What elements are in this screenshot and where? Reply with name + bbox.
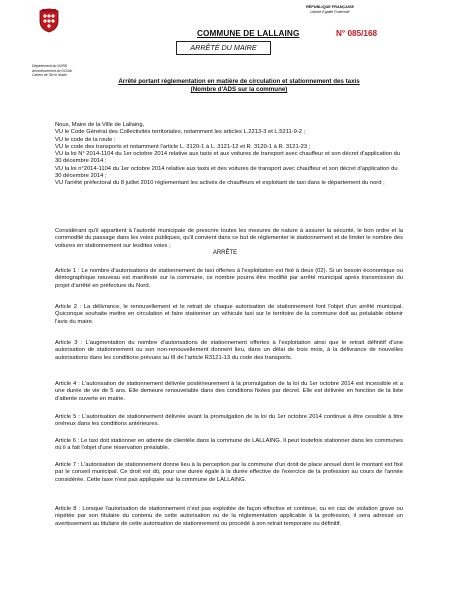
- dept-line: Arrondissement de DOUAI: [32, 68, 73, 73]
- visa-line: VU le code de la route ;: [55, 136, 116, 143]
- visa-line: VU la loi n°2014-1104 du 1er octobre 2014 relative aux taxis et des voitures de transport avec chauffeur et son décret d'application du 30 décembre 2014 ;: [55, 165, 398, 180]
- arrete-number: N° 085/168: [336, 29, 378, 38]
- article-8: Article 8 : Lorsque l'autorisation de stationnement n'est pas exploitée de façon effective et continue, ou en cas de violation grave ou répétée par son titulaire du contenu de cette autorisation ou de la réglementation applicable à la profession, il sera adressé un avertissement au titulaire de cette autorisation de stationnement ou procédé à son retrait temporaire ou définitif.: [55, 506, 403, 527]
- article-3: Article 3 : L'augmentation du nombre d'autorisations de stationnement offertes à l'exploitation ainsi que le retrait définitif d'une autorisation de stationnement ou son non-renouvellement donnent lieu, dans un délai de trois mois, à la délivrance de nouvelles autorisations dans les conditions prévues au III de l'article R3121-13 du code des transports.: [55, 340, 403, 361]
- visa-line: VU le code des transports et notamment l'article L. 3120-1 à L. 3121-12 et R. 3120-1 à R. 3121-23 ;: [55, 143, 311, 150]
- doc-type-box: ARRÊTÉ DU MAIRE: [176, 41, 271, 55]
- republic-header: [275, 5, 385, 15]
- considerant-paragraph: Considérant qu'il appartient à l'autorité municipale de prescrire toutes les mesures de nature à assurer la sécurité, le bon ordre et la commodité du passage dans les voies publiques, qu'il convient dans ce but de réglementer le stationnement et de limiter le nombre des voitures en stationnement sur lesdites voies ;: [55, 228, 403, 249]
- visa-line: Nous, Maire de la Ville de Lallaing,: [55, 122, 145, 128]
- objet-title: [104, 78, 374, 94]
- article-4: Article 4 : L'autorisation de stationnement délivrée postérieurement à la promulgation de la loi du 1er octobre 2014 est incessible et a une durée de vie de 5 ans. Elle demeure renouvelable dans des conditions fixées par décret. Elle est délivrée en fonction de la liste d'attente ouverte en mairie.: [55, 381, 403, 402]
- commune-name: COMMUNE DE LALLAING: [197, 29, 300, 38]
- objet-line: (Nombre d'ADS sur la commune): [190, 86, 288, 93]
- visa-line: VU le Code Général des Collectivités territoriales, notamment les articles L.2213-3 et L.5211-9-2 ;: [55, 129, 306, 136]
- article-5: Article 5 : L'autorisation de stationnement délivrée avant la promulgation de la loi du 1er octobre 2014 continue à être cessible à titre onéreux dans les conditions antérieures.: [55, 414, 403, 428]
- motto: Liberté Egalité Fraternité: [310, 10, 350, 14]
- coat-of-arms-icon: [38, 7, 60, 33]
- objet-line: Arrêté portant réglementation en matière de circulation et stationnement des taxis: [118, 78, 360, 85]
- visa-line: VU la loi N° 2014-1104 du 1er octobre 2014 relative aux taxis et aux voitures de transport avec chauffeur et son décret d'application du 30 décembre 2014 ;: [55, 151, 401, 165]
- republic-label: RÉPUBLIQUE FRANÇAISE: [305, 5, 355, 9]
- dept-line: Département du NORD: [32, 64, 68, 68]
- article-1: Article 1 : Le nombre d'autorisations de stationnement de taxi offertes à l'exploitation est fixé à deux (02). Si un besoin économique ou démographique nouveau est manifesté sur la commune, ce nombre pourra être modifié par arrêté municipal après transmission du projet d'arrêté en préfecture du Nord.: [55, 268, 403, 289]
- article-6: Article 6 : Le taxi doit stationner en attente de clientèle dans la commune de LALLAING. Il peut toutefois stationner dans les communes où il a fait l'objet d'une réservation préalable.: [55, 438, 403, 452]
- department-info: [32, 64, 72, 78]
- article-7: Article 7 : L'autorisation de stationnement donne lieu à la perception par la commune d'un droit de place annuel dont le montant est fixé par le conseil municipal. Ce droit est dû, pour une durée égale à la durée effective de l'exercice de la profession au cours de l'année considérée. Cette taxe n'est pas appliquée sur la commune de LALLAING.: [55, 462, 403, 483]
- dept-line: Canton de Sin le Noble: [32, 73, 67, 78]
- visa-line: VU l'arrêté préfectoral du 8 juillet 2010 réglementant les activés de chauffeurs et exploitant de taxi dans le département du nord ;: [55, 180, 385, 187]
- arrete-heading: ARRÊTE: [212, 250, 238, 256]
- article-2: Article 2 : La délivrance, le renouvellement et le retrait de chaque autorisation de stationnement font l'objet d'un arrêté municipal. Quiconque souhaite mettre en circulation et faire stationner un véhicule taxi sur le territoire de la commune doit au préalable obtenir l'avis du maire.: [55, 304, 403, 325]
- visas-block: [55, 122, 403, 188]
